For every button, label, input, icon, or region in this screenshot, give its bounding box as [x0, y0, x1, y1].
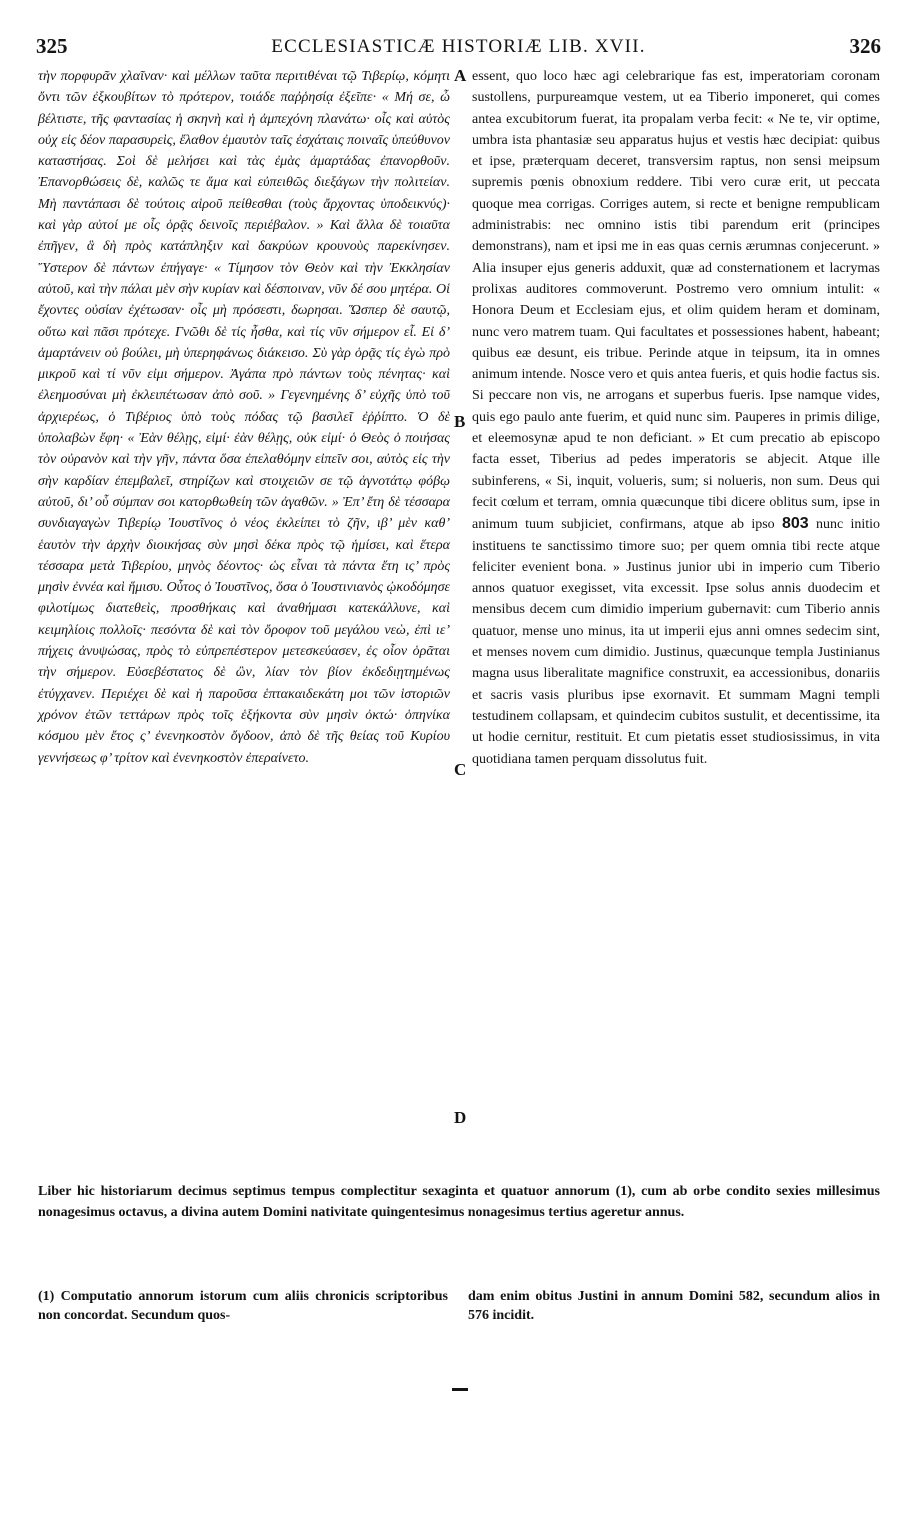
footnote-left — [38, 1287, 448, 1325]
greek-text: τὴν πορφυρᾶν χλαῖναν· καὶ μέλλων ταῦτα περιτιθέναι τῷ Τιβερίῳ, κόμητι ὄντι τῶν ἐξκουβίτων τὸ πρότερον, τοιάδε παῤῥησίᾳ ἐξεῖπε· « Μή σε, ὦ βέλτιστε, τῆς φαντασίας ἡ σκηνὴ καὶ ἡ ἀμπεχόνη πλανάτω· οἷς καὶ αὐτὸς οὐχ εἰς δέον παρασυρεὶς, ἔλαθον ἐμαυτὸν ταῖς ἐσχάταις ποιναῖς ὑπεύθυνον καταστήσας. Σοὶ δὲ μελήσει καὶ τὰς ἐμὰς ἁμαρτάδας ἐπανορθοῦν. Ἐπανορθώσεις δὲ, καλῶς τε ἅμα καὶ εὐπειθῶς διεξάγων τὴν πολιτείαν. Μὴ παντάπασι δὲ τούτοις αἱροῦ πείθεσθαι (τοὺς ἄρχοντας ὑποδεικνύς)· καὶ γὰρ αὐτοί με οἷς ὁρᾷς δεινοῖς περιέβαλον. » Καὶ ἄλλα δὲ τοιαῦτα ἐπῆγεν, ἃ δὴ πρὸς κατάπληξιν καὶ δακρύων κρουνοὺς παρεκίνησεν. Ὕστερον δὲ πάντων ἐπήγαγε· « Τίμησον τὸν Θεὸν καὶ τὴν Ἐκκλησίαν αὐτοῦ, καὶ τὴν πάλαι μὲν σὴν κυρίαν καὶ δέσποιναν, νῦν δέ σου μητέρα. Οἱ ἔχοντες οὐσίαν ἐχέτωσαν· οἷς μὴ πρόσεστι, δωρησαι. Ὥσπερ δὲ σαυτῷ, οὕτω καὶ πᾶσι πρότεχε. Γνῶθι δὲ τίς ἦσθα, καὶ τίς νῦν σήμερον εἶ. Εἰ δ’ ἁμαρτάνειν οὐ βούλει, μὴ ὑπερηφάνως διάκεισο. Σὺ γὰρ ὁρᾷς τίς ἐγὼ πρὸ μικροῦ καὶ τί νῦν εἰμι σήμερον. Ἀγάπα πρὸ πάντων τοὺς πένητας· καὶ ἐλεημοσύναι μὴ ἐκλειπέτωσαν ἀπὸ σοῦ. » Γεγενημένης δ’ εὐχῆς ὑπὸ τοῦ ἀρχιερέως, ὁ Τιβέριος ὑπὸ τοὺς πόδας τῷ βασιλεῖ ἐῤῥίπτο. Ὁ δὲ ὑπολαβὼν ἔφη· « Ἐὰν θέλῃς, εἰμί· ἐὰν θέλῃς, οὐκ εἰμί· ὁ Θεὸς ὁ ποιήσας τὸν οὐρανὸν καὶ τὴν γῆν, πάντα ὅσα ἐπελαθόμην εἰπεῖν σοι, αὐτὸς εἰς τὴν σὴν καρδίαν ἐπεμβαλεῖ, στηρίζων καὶ στοιχειῶν σε τῷ ἁγνοτάτῳ φόβῳ αὐτοῦ, δι’ οὗ σύμπαν σοι κατορθωθείη τῶν ἀγαθῶν. » Ἐπ’ ἔτη δὲ τέσσαρα συνδιαγαγὼν Τιβερίῳ Ἰουστῖνος ὁ νέος ἐκλείπει τὸ ζῆν, ιβ’ μὲν καθ’ ἑαυτὸν τὴν ἀρχὴν διοικήσας σὺν μησὶ δέκα πρὸς τῷ ἡμίσει, καὶ ἕτερα τέσσαρα μετὰ Τιβερίου, μηνὸς δέοντος· ὡς εἶναι τὰ πάντα ἔτη ις’ πρὸς μησὶν ἐννέα καὶ ἥμισυ. Οὗτος ὁ Ἰουστῖνος, ὅσα ὁ Ἰουστινιανὸς ᾠκοδόμησε φιλοτίμως διατεθεὶς, προσθήκαις καὶ ἀναθήμασι κατεκάλλυνε, καὶ κειμηλίοις πολλοῖς· πεσόντα δὲ καὶ τὸν ὄροφον τοῦ μεγάλου νεὼ, ἐπὶ ιε’ πήχεις ἀνυψώσας, πρὸς τὸ εὐπρεπέστερον μετεσκεύασεν, ἐς οἷον ὁρᾶται τὴν σήμερον. Εὐσεβέστατος δὲ ὢν, λίαν τὸν βίον ἐκδεδιῃτημένως ἐτύγχανεν. Περιέχει δὲ καὶ ἡ παροῦσα ἑπτακαιδεκάτη μοι τῶν ἱστοριῶν χρόνον ἐτῶν τεττάρων πρὸς τοῖς ἑξήκοντα σὺν μησὶν ὀκτώ· ὁπηνίκα κόσμου μὲν ἔτος ς’ ἐνενηκοστὸν ὄγδοον, ἀπὸ δὲ τῆς θείας τοῦ Κυρίου γεννήσεως φ’ τρίτον καὶ ἐνενηκοστὸν ἐπεραίνετο. — [38, 69, 450, 766]
running-title: ECCLESIASTICÆ HISTORIÆ LIB. XVII. — [271, 36, 646, 57]
end-dash — [452, 1388, 468, 1391]
running-header — [36, 34, 881, 62]
book-summary-text: Liber hic historiarum decimus septimus tempus complectitur sexaginta et quatuor annorum (1), cum ab orbe condito sexies millesimus nonagesimus octavus, a divina autem Domini nativitate quingentesimus nonagesimus tertius ageretur annus. — [38, 1184, 880, 1220]
page-number-right: 326 — [849, 34, 881, 58]
page-number-left: 325 — [36, 34, 68, 58]
latin-text-part-1: essent, quo loco hæc agi celebrarique fas est, imperatoriam coronam sustollens, purpureamque vestem, ut ea Tiberio imponeret, qui comes antea excubitorum fuerat, ita propalam verba fecit: « Ne te, vir optime, umbra ista phantasiæ seu apparatus hujus et vestis hæc decipiat: quibus et ipse, præterquam deceret, transversim raptus, non sensi meipsum supremis pœnis obnoxium reddere. Tibi vero curæ erit, ut peccata quoque mea corrigas. Corriges autem, si recte et benigne rempublicam administrabis: nec omnino istis tibi parendum erit (principes demonstrans), nam et ipsi me in eas quas cernis ærumnas conjecerunt. » Alia insuper ejus generis adduxit, quæ ad consternationem et lacrymas prolixas auditores commoverunt. Postremo vero omnium intulit: « Honora Deum et Ecclesiam ejus, et olim quidem heram et dominam, nunc vero matrem tuam. Qui facultates et possessiones habent, habeant; quibus eæ desunt, eis tribue. Perinde atque in teipsum, ita in omnes animum intende. Nosce vero et quis antea fueris, et quis hodie factus sis. Si peccare non vis, ne arrogans et superbus fueris. Ipse namque vides, quis ego paulo ante fuerim, et quid nunc sim. Pauperes in primis dilige, et eleemosynæ apud te non deficiant. » Et cum precatio ab episcopo facta esset, Tiberius ad pedes imperatoris se abjecit. Atque ille subinferens, « Si, inquit, volueris, sum; si nolueris, non sum. Deus qui fecit cœlum et terram, omnia quæcunque tibi dicere oblitus sum, ipse in animum tuum subjiciet, confirmans, atque ab ipso — [472, 69, 880, 533]
column-number: 803 — [781, 515, 809, 533]
latin-text — [472, 66, 880, 770]
footnote-right-text: dam enim obitus Justini in annum Domini 582, secundum alios in 576 incidit. — [468, 1289, 880, 1323]
footnote-left-text: (1) Computatio annorum istorum cum aliis chronicis scriptoribus non concordat. Secundum quos- — [38, 1289, 448, 1323]
margin-marker-c: C — [454, 760, 467, 779]
margin-marker-d: D — [454, 1108, 467, 1127]
margin-marker-a: A — [454, 66, 467, 85]
latin-text-column — [472, 66, 880, 770]
greek-text-column — [38, 66, 450, 769]
latin-text-part-2: nunc initio instituens te sanctissimo timore suo; per quem omnia tibi recte atque feliciter evenient bona. » Justinus junior ubi in imperio cum Tiberio annos quatuor exegisset, vita excessit. Ipse solus annis duodecim et mensibus decem cum dimidio imperium gubernavit: cum Tiberio annis quatuor, mense uno minus, ita ut imperii ejus anni omnes sedecim sint, et menses novem cum dimidio. Justinus, quæcunque templa Justinianus magna usus liberalitate magnifice construxit, ea accessionibus, donariis et sacris vasis pluribus ipse exornavit. Et summam Magni templi testudinem collapsam, et quindecim cubitos sustulit, et decentissime, ita ut hodie cernitur, restituit. Et cum pietatis esset studiosissimus, in vita quotidiana tamen perquam dissolutus fuit. — [472, 517, 881, 767]
full-width-paragraph — [38, 1181, 880, 1223]
margin-marker-b: B — [454, 412, 466, 431]
footnote-right — [468, 1287, 880, 1325]
